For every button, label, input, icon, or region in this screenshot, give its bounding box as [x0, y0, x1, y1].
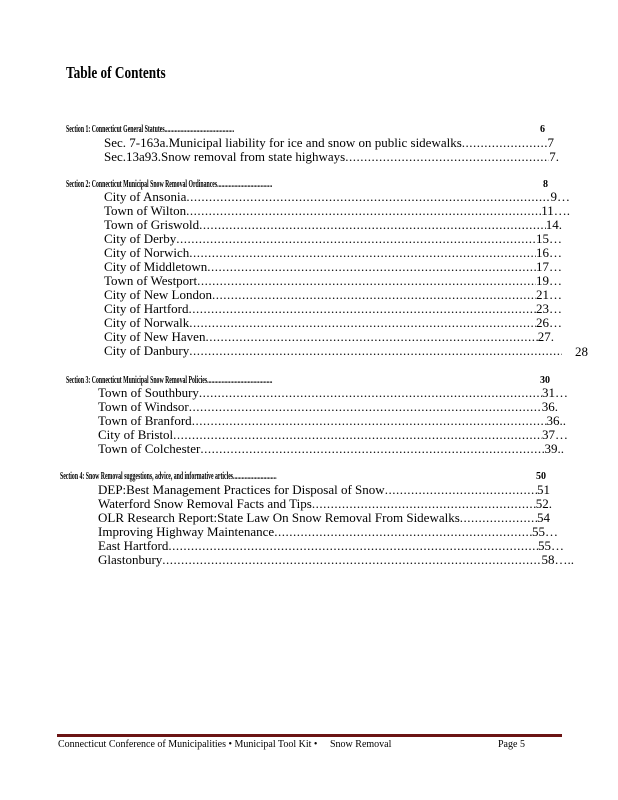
- toc-entry[interactable]: [104, 302, 562, 316]
- toc-entry[interactable]: [98, 525, 558, 539]
- toc-entry-page: 19…: [536, 274, 562, 288]
- toc-entry-page: 55…: [538, 539, 564, 553]
- toc-entry-label: Improving Highway Maintenance: [98, 525, 275, 539]
- toc-entry-page: 36..: [546, 414, 566, 428]
- toc-entry-label: City of Hartford: [104, 302, 189, 316]
- toc-entry-label: City of Norwich: [104, 246, 190, 260]
- leader-dots: [189, 246, 536, 260]
- toc-entry-page: 26…: [536, 316, 562, 330]
- leader-dots: [345, 150, 549, 164]
- toc-entry-label: City of Bristol: [98, 428, 174, 442]
- toc-entry-page: 7: [547, 136, 554, 150]
- page-title: Table of Contents: [66, 63, 166, 82]
- leader-dots: [385, 483, 537, 497]
- leader-dots: [168, 539, 538, 553]
- toc-entry-page: 55…: [532, 525, 558, 539]
- toc-entry[interactable]: [104, 136, 554, 150]
- section-page: 50: [536, 471, 546, 482]
- toc-entry-label: City of Derby: [104, 232, 177, 246]
- leader-dots: [200, 442, 544, 456]
- toc-entry-page: 11….: [541, 204, 570, 218]
- footer-rule: [57, 734, 562, 737]
- toc-entry[interactable]: [98, 497, 552, 511]
- leader-dots: [312, 497, 536, 511]
- toc-entry[interactable]: [104, 344, 562, 358]
- toc-entry-label: Town of Wilton: [104, 204, 187, 218]
- toc-entry[interactable]: [104, 330, 554, 344]
- toc-entry-label: Town of Griswold: [104, 218, 200, 232]
- toc-entry-page: 51: [537, 483, 550, 497]
- toc-entry-page: 16…: [536, 246, 562, 260]
- toc-entry-label: Waterford Snow Removal Facts and Tips: [98, 497, 312, 511]
- toc-entry[interactable]: [98, 428, 568, 442]
- toc-entry-label: City of Ansonia: [104, 190, 187, 204]
- leader-dots: [186, 190, 550, 204]
- toc-entry[interactable]: [104, 190, 570, 204]
- toc-entry[interactable]: [98, 483, 550, 497]
- leader-dots: [173, 428, 542, 442]
- toc-entry-label: Town of Branford: [98, 414, 192, 428]
- toc-entry-page: 14.: [545, 218, 562, 232]
- toc-entry-page: 58…..: [541, 553, 574, 567]
- leader-dots: [189, 344, 562, 358]
- section-heading-text: Section 2: Connecticut Municipal Snow Removal Ordinances......................................: [66, 179, 273, 190]
- toc-entry[interactable]: [98, 539, 564, 553]
- section-heading-text: Section 3: Connecticut Municipal Snow Removal Policies.............................................: [66, 375, 273, 386]
- section-page: 6: [540, 124, 545, 135]
- footer-publisher: Connecticut Conference of Municipalities • Municipal Tool Kit •: [58, 739, 318, 750]
- toc-entry-label: Sec. 7-163a.Municipal liability for ice and snow on public sidewalks: [104, 136, 462, 150]
- toc-entry-label: City of Danbury: [104, 344, 190, 358]
- toc-entry[interactable]: [104, 274, 562, 288]
- toc-entry[interactable]: [98, 386, 568, 400]
- toc-entry-page: 23…: [536, 302, 562, 316]
- toc-entry-page: 17…: [536, 260, 562, 274]
- toc-entry-page: 15…: [536, 232, 562, 246]
- leader-dots: [192, 414, 547, 428]
- toc-entry[interactable]: [104, 150, 559, 164]
- toc-entry-page: 9…: [550, 190, 570, 204]
- leader-dots: [274, 525, 532, 539]
- toc-entry-page: 27.: [537, 330, 554, 344]
- toc-entry-page: 7.: [549, 150, 559, 164]
- leader-dots: [189, 400, 542, 414]
- leader-dots: [205, 330, 537, 344]
- toc-entry[interactable]: [104, 316, 562, 330]
- section-heading-text: Section 1: Connecticut General Statutes................................................: [66, 124, 235, 135]
- leader-dots: [212, 288, 536, 302]
- leader-dots: [197, 274, 536, 288]
- toc-entry-page: 52.: [535, 497, 552, 511]
- toc-entry-label: City of Middletown: [104, 260, 208, 274]
- leader-dots: [199, 386, 542, 400]
- toc-entry[interactable]: [98, 553, 574, 567]
- toc-entry-page: 37…: [542, 428, 568, 442]
- toc-entry[interactable]: [104, 288, 562, 302]
- section-heading-text: Section 4: Snow Removal suggestions, advice, and informative articles..............................: [60, 471, 277, 482]
- section-heading[interactable]: [60, 471, 530, 483]
- toc-entry[interactable]: [104, 204, 570, 218]
- leader-dots: [162, 553, 541, 567]
- toc-entry-label: DEP:Best Management Practices for Disposal of Snow: [98, 483, 385, 497]
- toc-entry[interactable]: [98, 511, 550, 525]
- toc-entry-label: City of New Haven: [104, 330, 206, 344]
- toc-entry-label: Town of Windsor: [98, 400, 189, 414]
- leader-dots: [199, 218, 546, 232]
- leader-dots: [462, 136, 548, 150]
- toc-entry-page: 36.: [541, 400, 558, 414]
- toc-entry[interactable]: [98, 442, 564, 456]
- footer-page-number: Page 5: [498, 739, 525, 750]
- toc-entry[interactable]: [104, 232, 562, 246]
- toc-entry[interactable]: [104, 218, 562, 232]
- toc-entry-label: Town of Colchester: [98, 442, 201, 456]
- leader-dots: [460, 511, 537, 525]
- toc-entry-page: 21…: [536, 288, 562, 302]
- section-page: 8: [543, 179, 548, 190]
- toc-entry-label: OLR Research Report:State Law On Snow Removal From Sidewalks: [98, 511, 460, 525]
- toc-entry-label: Town of Southbury: [98, 386, 199, 400]
- section-heading[interactable]: [66, 124, 546, 136]
- section-page: 30: [540, 375, 550, 386]
- toc-entry[interactable]: [104, 246, 562, 260]
- footer-topic: Snow Removal: [330, 739, 392, 750]
- leader-dots: [189, 316, 536, 330]
- toc-entry[interactable]: [98, 400, 558, 414]
- toc-entry-page: 28: [575, 344, 588, 359]
- toc-entry-label: City of Norwalk: [104, 316, 190, 330]
- leader-dots: [207, 260, 536, 274]
- toc-entry-page: 39..: [544, 442, 564, 456]
- leader-dots: [186, 204, 541, 218]
- page-footer: [58, 739, 562, 753]
- toc-entry-label: Glastonbury: [98, 553, 163, 567]
- toc-entry-label: City of New London: [104, 288, 212, 302]
- toc-entry[interactable]: [98, 414, 566, 428]
- toc-entry-page: 54: [537, 511, 550, 525]
- toc-entry-label: Sec.13a93.Snow removal from state highways: [104, 150, 346, 164]
- toc-entry-label: Town of Westport: [104, 274, 198, 288]
- toc-entry-page: 31…: [542, 386, 568, 400]
- leader-dots: [176, 232, 536, 246]
- toc-entry-label: East Hartford: [98, 539, 169, 553]
- toc-entry[interactable]: [104, 260, 562, 274]
- leader-dots: [188, 302, 536, 316]
